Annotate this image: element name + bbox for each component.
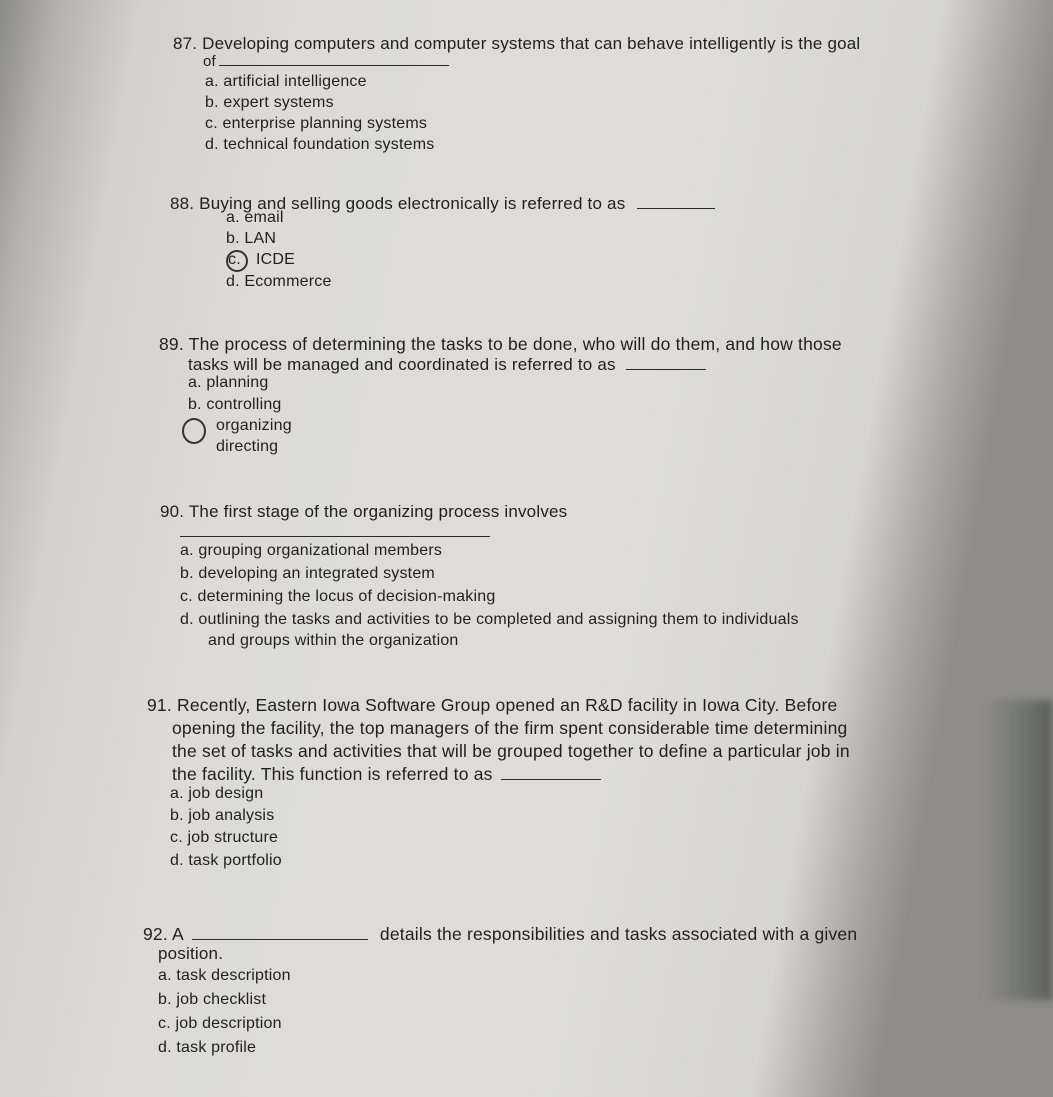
option-90-a: a. grouping organizational members <box>180 542 443 559</box>
option-92-b: b. job checklist <box>158 991 267 1008</box>
option-89-a: a. planning <box>188 374 269 391</box>
option-90-b: b. developing an integrated system <box>180 565 435 582</box>
question-91-stem-line3: the set of tasks and activities that will be grouped together to define a particular job in <box>172 741 850 761</box>
question-87-stem: 87. Developing computers and computer systems that can behave intelligently is the goal <box>173 34 861 53</box>
question-91-stem-line2: opening the facility, the top managers of the firm spent considerable time determining <box>172 718 848 738</box>
option-92-a: a. task description <box>158 967 291 984</box>
option-88-d: d. Ecommerce <box>226 273 332 290</box>
answer-blank-87 <box>219 53 449 66</box>
option-87-d: d. technical foundation systems <box>205 136 435 153</box>
answer-blank-91 <box>501 767 601 780</box>
option-87-c: c. enterprise planning systems <box>205 115 428 132</box>
question-89-stem: 89. The process of determining the tasks to be done, who will do them, and how those <box>159 334 842 354</box>
option-91-b: b. job analysis <box>170 807 275 824</box>
option-91-d: d. task portfolio <box>170 852 282 869</box>
option-90-d-cont: and groups within the organization <box>208 632 459 649</box>
option-88-a: a. email <box>226 209 284 226</box>
circled-answer-mark <box>226 250 248 272</box>
option-89-c: organizing <box>216 417 292 434</box>
option-88-c-letter: c. <box>228 251 241 268</box>
option-87-a: a. artificial intelligence <box>205 73 367 90</box>
option-87-b: b. expert systems <box>205 94 334 111</box>
question-92-stem: 92. A details the responsibilities and tasks associated with a given <box>143 924 858 944</box>
question-89-stem-cont: tasks will be managed and coordinated is referred to as <box>188 355 709 375</box>
question-90-stem-cont <box>180 522 493 542</box>
option-89-b: b. controlling <box>188 396 282 413</box>
answer-blank-90 <box>180 524 490 537</box>
option-90-c: c. determining the locus of decision-making <box>180 588 496 605</box>
option-91-c: c. job structure <box>170 829 279 846</box>
option-89-d: directing <box>216 438 279 455</box>
answer-blank-88 <box>637 196 715 209</box>
answer-blank-89 <box>626 357 706 370</box>
option-88-c: ICDE <box>256 251 296 268</box>
question-91-stem: 91. Recently, Eastern Iowa Software Group opened an R&D facility in Iowa City. Before <box>147 695 838 715</box>
option-92-c: c. job description <box>158 1015 282 1032</box>
question-91-stem-line4: the facility. This function is referred to as <box>172 764 604 784</box>
answer-blank-92 <box>192 927 368 940</box>
option-88-b: b. LAN <box>226 230 277 247</box>
option-90-d: d. outlining the tasks and activities to be completed and assigning them to individuals <box>180 611 799 628</box>
question-92-stem-cont: position. <box>158 944 224 963</box>
question-88-stem: 88. Buying and selling goods electronically is referred to as <box>170 194 718 214</box>
question-90-stem: 90. The first stage of the organizing process involves <box>160 502 568 521</box>
option-91-a: a. job design <box>170 785 264 802</box>
question-87-stem-cont: of <box>203 52 452 72</box>
photo-shadow <box>983 700 1053 1000</box>
option-92-d: d. task profile <box>158 1039 257 1056</box>
circled-answer-mark <box>182 418 206 444</box>
